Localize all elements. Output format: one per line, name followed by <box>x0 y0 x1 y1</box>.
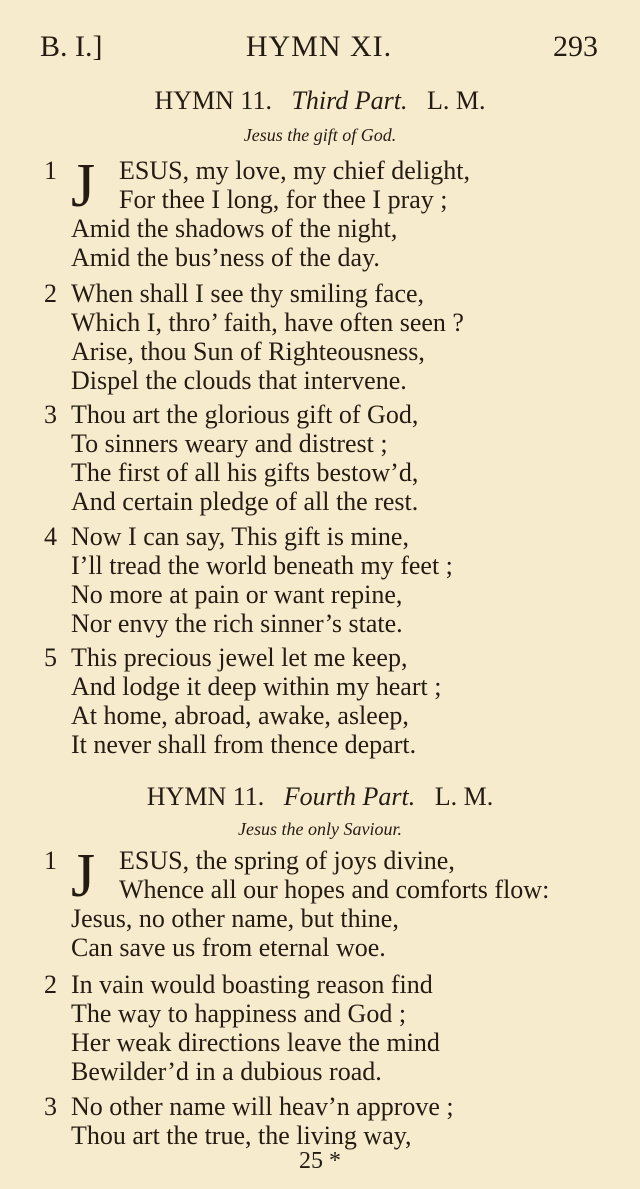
verse-line: No other name will heav’n approve ; <box>71 1092 454 1121</box>
hymn-title-part: Fourth Part. <box>283 782 416 811</box>
verse-line: Amid the shadows of the night, <box>71 214 398 243</box>
verse-line: It never shall from thence depart. <box>71 730 417 759</box>
stanza-number: 1 <box>44 156 57 185</box>
verse-line: Dispel the clouds that intervene. <box>71 366 407 395</box>
stanza-number: 5 <box>44 643 57 672</box>
signature-mark: 25 * <box>299 1148 341 1174</box>
stanza-number: 3 <box>44 400 57 429</box>
stanza-number: 3 <box>44 1092 57 1121</box>
verse-line: In vain would boasting reason find <box>71 970 433 999</box>
hymn-title-part: Third Part. <box>291 86 408 115</box>
verse-line: ESUS, the spring of joys divine, <box>119 846 455 875</box>
verse-line: Whence all our hopes and comforts flow: <box>119 875 550 904</box>
verse-line: I’ll tread the world beneath my feet ; <box>71 551 453 580</box>
verse-line: Thou art the true, the living way, <box>71 1121 412 1150</box>
verse-line: Arise, thou Sun of Righteousness, <box>71 337 425 366</box>
drop-cap: J <box>71 152 96 220</box>
verse-line: Now I can say, This gift is mine, <box>71 522 409 551</box>
verse-line: And certain pledge of all the rest. <box>71 487 419 516</box>
page-number: 293 <box>553 30 598 63</box>
verse-line: Bewilder’d in a dubious road. <box>71 1057 382 1086</box>
hymn-title-main: HYMN 11. <box>154 86 272 115</box>
hymn-subtitle: Jesus the gift of God. <box>243 125 397 145</box>
verse-line: And lodge it deep within my heart ; <box>71 672 442 701</box>
verse-line: The first of all his gifts bestow’d, <box>71 458 419 487</box>
stanza-number: 4 <box>44 522 57 551</box>
verse-line: Amid the bus’ness of the day. <box>71 243 380 272</box>
section-signature: B. I.] <box>40 30 103 63</box>
hymn-title-meter: L. M. <box>427 86 486 115</box>
stanza-number: 1 <box>44 846 57 875</box>
verse-line: Nor envy the rich sinner’s state. <box>71 609 403 638</box>
verse-line: This precious jewel let me keep, <box>71 643 408 672</box>
verse-line: When shall I see thy smiling face, <box>71 279 425 308</box>
hymn-title <box>0 782 640 812</box>
hymn-title-main: HYMN 11. <box>146 782 265 811</box>
page-header <box>40 30 598 70</box>
hymn-title-meter: L. M. <box>434 782 494 811</box>
verse-line: The way to happiness and God ; <box>71 999 407 1028</box>
verse-line: ESUS, my love, my chief delight, <box>119 156 470 185</box>
verse-line: Thou art the glorious gift of God, <box>71 400 419 429</box>
verse-line: At home, abroad, awake, asleep, <box>71 701 409 730</box>
drop-cap: J <box>71 842 96 910</box>
verse-line: For thee I long, for thee I pray ; <box>119 185 448 214</box>
verse-line: Which I, thro’ faith, have often seen ? <box>71 308 464 337</box>
verse-line: Jesus, no other name, but thine, <box>71 904 399 933</box>
stanza-number: 2 <box>44 970 57 999</box>
stanza-number: 2 <box>44 279 57 308</box>
hymn-subtitle: Jesus the only Saviour. <box>238 819 402 839</box>
verse-line: No more at pain or want repine, <box>71 580 403 609</box>
verse-line: To sinners weary and distrest ; <box>71 429 388 458</box>
hymn-title <box>0 86 640 116</box>
running-title: HYMN XI. <box>245 30 393 63</box>
verse-line: Her weak directions leave the mind <box>71 1028 440 1057</box>
verse-line: Can save us from eternal woe. <box>71 933 386 962</box>
